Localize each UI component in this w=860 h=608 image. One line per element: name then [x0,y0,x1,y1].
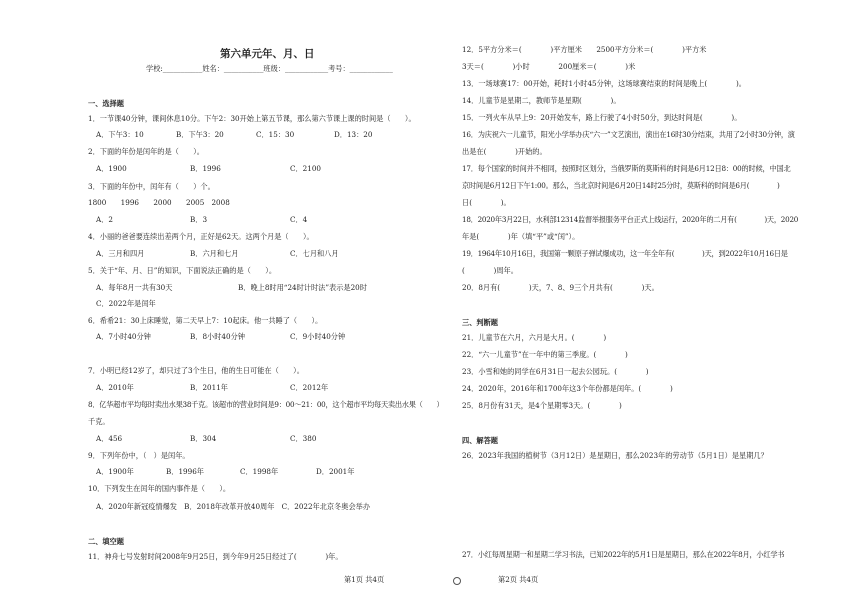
q8-option-b: B．304 [190,434,217,443]
section-fill-heading: 二、填空题 [88,537,124,546]
question-2: 2．下面的年份是闰年的是（ ）。 [88,147,204,156]
q2-option-b: B．1996 [190,164,221,173]
q4-option-c: C．七月和八月 [290,249,339,258]
q9-option-b: B．1996年 [166,467,204,476]
question-20: 20．8月有( )天，7、8、9三个月共有( )天。 [462,283,659,292]
question-17-cont2: 日( )。 [462,198,511,207]
question-8-cont: 千克。 [88,417,110,426]
question-4: 4．小丽的爸爸要连续出差两个月，正好是62天。这两个月是（ ）。 [88,232,314,241]
q9-option-c: C．1998年 [240,467,279,476]
q9-option-d: D．2001年 [316,467,355,476]
q6-option-b: B．8小时40分钟 [190,332,245,341]
left-page [88,0,458,608]
question-3: 3．下面的年份中，闰年有（ ）个。 [88,182,215,191]
question-16: 16．为庆祝六一儿童节，阳光小学举办庆“六一”文艺演出，演出在16时30分结束，共用了2小时30分钟，演 [462,130,795,139]
right-page [462,0,834,608]
question-22: 22．“六一儿童节”在一年中的第三季度。( ) [462,350,628,359]
q3-option-b: B．3 [190,215,208,224]
section-solve-heading: 四、解答题 [462,436,498,445]
q8-option-a: A．456 [96,434,123,443]
q3-option-c: C．4 [290,215,308,224]
student-info-line: 学校:___________姓名：___________班级：____________考号：____________ [146,64,393,73]
question-19-cont: ( )周年。 [462,266,518,275]
q8-option-c: C．380 [290,434,317,443]
question-24: 24．2020年，2016年和1700年这3个年份都是闰年。( ) [462,384,673,393]
q2-option-a: A．1900 [96,164,127,173]
question-17-cont: 京时间是6月12日下午1:00。那么，当北京时间是6月20日14时25分时，莫斯科的时间是6月( ) [462,181,780,190]
q6-option-c: C．9小时40分钟 [290,332,346,341]
q7-option-c: C．2012年 [290,383,329,392]
q3-option-a: A．2 [96,215,113,224]
footer-page-1: 第1页 共4页 [344,575,385,584]
question-7: 7．小明已经12岁了，却只过了3个生日，他的生日可能在（ ）。 [88,366,304,375]
question-6: 6．希希21：30上床睡觉，第二天早上7：10起床。他一共睡了（ ）。 [88,316,323,325]
q3-years: 1800 1996 2000 2005 2008 [88,198,230,207]
q5-option-a: A．每年8月一共有30天 [96,283,173,292]
q1-option-c: C．15：30 [256,130,295,139]
question-12: 12．5平方分米＝( )平方厘米 2500平方分米＝( )平方米 [462,45,707,54]
question-13: 13．一场球赛17：00开始，耗时1小时45分钟，这场球赛结束的时间是晚上( )。 [462,79,746,88]
q2-option-c: C．2100 [290,164,321,173]
question-18-cont: 年是( )年（填“平”或“闰”）。 [462,232,580,241]
question-11: 11．神舟七号发射时间2008年9月25日，到今年9月25日经过了( )年。 [88,552,343,561]
q1-option-a: A．下午3：10 [96,130,144,139]
question-15: 15．一列火车从早上9：20开始发车，路上行驶了4小时50分，到达时间是( )。 [462,113,742,122]
question-25: 25．8月份有31天，是4个星期零3天。( ) [462,401,622,410]
question-21: 21．儿童节在六月，六月是大月。( ) [462,333,607,342]
page-title: 第六单元年、月、日 [220,48,315,60]
question-5: 5．关于“年、月、日”的知识，下面说法正确的是（ ）。 [88,266,277,275]
q5-option-c: C．2022年是闰年 [96,299,156,308]
question-1: 1．一节课40分钟，课间休息10分。下午2：30开始上第五节课，那么第六节课上课的时间是（ ）。 [88,114,416,123]
question-23: 23．小雪和她的同学在6月31日一起去公园玩。( ) [462,367,649,376]
q10-options: A．2020年新冠疫情爆发 B．2018年改革开放40周年 C．2022年北京冬奥会举办 [96,502,371,511]
q4-option-a: A．三月和四月 [96,249,145,258]
question-26: 26．2023年我国的植树节（3月12日）是星期日，那么2023年的劳动节（5月1日）是星期几？ [462,451,768,460]
question-14: 14．儿童节是星期二，教师节是星期( )。 [462,96,621,105]
question-9: 9．下列年份中，（ ）是闰年。 [88,451,190,460]
q6-option-a: A．7小时40分钟 [96,332,151,341]
question-8: 8．亿华超市平均每时卖出水果38千克。该超市的营业时间是9：00～21：00，这个超市平均每天卖出水果（ ） [88,400,444,409]
question-19: 19．1964年10月16日，我国第一颗原子弹试爆成功，这一年全年有( )天，到2022年10月16日是 [462,249,788,258]
question-12-cont: 3天＝( )小时 200厘米＝( )米 [462,62,636,71]
q5-option-b: B．晚上8时用“24时计时法”表示是20时 [238,283,367,292]
section-judge-heading: 三、判断题 [462,318,498,327]
footer-page-2: 第2页 共4页 [498,575,539,584]
q1-option-b: B．下午3：20 [176,130,224,139]
question-18: 18．2020年3月22日，水利部12314监督举报服务平台正式上线运行，2020年的二月有( )天，2020 [462,215,799,224]
q7-option-b: B．2011年 [190,383,228,392]
q7-option-a: A．2010年 [96,383,134,392]
q9-option-a: A．1900年 [96,467,134,476]
question-10: 10．下列发生在闰年的国内事件是（ ）。 [88,484,231,493]
question-17: 17．每个国家的时间并不相同，按照时区划分，当俄罗斯的莫斯科的时间是6月12日8：00的时候，中国北 [462,164,791,173]
section-choice-heading: 一、选择题 [88,99,124,108]
question-16-cont: 出是在( )开始的。 [462,147,547,156]
question-27: 27．小红每周星期一和星期二学习书法，已知2022年的5月1日是星期日，那么在2022年8月，小红学书 [462,550,785,559]
page-divider-dot [453,577,461,585]
q1-option-d: D．13：20 [334,130,373,139]
q4-option-b: B．六月和七月 [190,249,239,258]
